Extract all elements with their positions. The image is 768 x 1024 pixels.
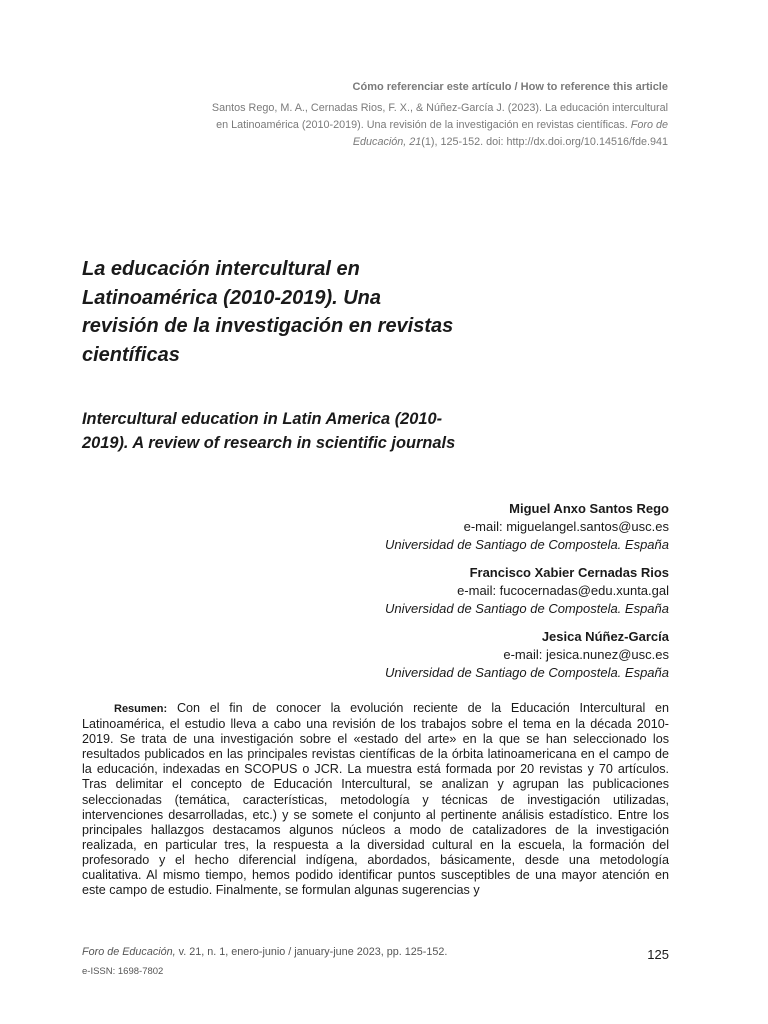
citation-text (150, 100, 668, 151)
footer-journal-name: Foro de Educación, (82, 946, 176, 958)
citation-doi[interactable]: (1), 125-152. doi: http://dx.doi.org/10.14516/fde.941 (421, 136, 668, 148)
title-spanish-line: científicas (82, 343, 180, 366)
author-entry (300, 564, 669, 618)
citation-block (150, 80, 668, 151)
footer-journal-details: v. 21, n. 1, enero-junio / january-june 2023, pp. 125-152. (175, 946, 448, 958)
citation-journal-volume: Educación, 21 (352, 136, 422, 148)
author-email[interactable]: e-mail: miguelangel.santos@usc.es (463, 519, 669, 534)
author-name: Miguel Anxo Santos Rego (509, 501, 669, 516)
author-email[interactable]: e-mail: fucocernadas@edu.xunta.gal (457, 583, 669, 598)
title-english (82, 407, 532, 455)
citation-heading: Cómo referenciar este artículo / How to reference this article (352, 81, 668, 93)
author-entry (300, 628, 669, 682)
citation-journal: Foro de (630, 119, 668, 131)
title-english-line: Intercultural education in Latin America (2010- (82, 410, 443, 428)
page-number: 125 (647, 947, 669, 962)
footer-journal-info (82, 945, 669, 959)
author-name: Francisco Xabier Cernadas Rios (469, 565, 669, 580)
title-english-line: 2019). A review of research in scientific journals (82, 434, 456, 452)
abstract (82, 701, 669, 898)
title-spanish-line: La educación intercultural en (82, 258, 360, 280)
citation-line-1: Santos Rego, M. A., Cernadas Rios, F. X., & Núñez-García J. (2023). La educación intercultural (211, 102, 668, 114)
title-spanish (82, 255, 552, 369)
authors-block (300, 500, 669, 692)
footer-issn: e-ISSN: 1698-7802 (82, 966, 164, 977)
title-spanish-line: revisión de la investigación en revistas (82, 315, 454, 337)
page-footer (82, 945, 669, 978)
abstract-text: Con el fin de conocer la evolución reciente de la Educación Intercultural en Latinoamérica, el estudio lleva a cabo una revisión de los trabajos sobre el tema en la década 2010-2019. Se trata de una investigación sobre el «estado del arte» en la que se han seleccionado los resultados publicados en las principales revistas científicas de la órbita latinoamericana en el campo de la educación, indexadas en SCOPUS o JCR. La muestra está formada por 20 revistas y 70 artículos. Tras delimitar el concepto de Educación Intercultural, se analizan y agrupan las publicaciones seleccionadas (temática, características, metodología y técnicas de investigación utilizadas, intervenciones desarrolladas, etc.) y se somete el conjunto al pertinente análisis estadístico. Entre los principales hallazgos destacamos algunos núcleos a modo de catalizadores de la investigación realizada, en particular tres, la respuesta a la diversidad cultural en la escuela, la formación del profesorado y el hecho diferencial indígena, abordados, básicamente, desde una metodología cualitativa. Al mismo tiempo, hemos podido identificar puntos susceptibles de una mayor atención en este campo de estudio. Finalmente, se formulan algunas sugerencias y (82, 701, 670, 898)
citation-line-2: en Latinoamérica (2010-2019). Una revisión de la investigación en revistas científicas. (216, 119, 631, 131)
author-entry (300, 500, 669, 554)
author-email[interactable]: e-mail: jesica.nunez@usc.es (503, 647, 669, 662)
author-institution: Universidad de Santiago de Compostela. España (384, 665, 669, 680)
author-institution: Universidad de Santiago de Compostela. España (384, 537, 669, 552)
title-spanish-line: Latinoamérica (2010-2019). Una (82, 286, 382, 309)
abstract-label: Resumen: (114, 703, 168, 715)
author-name: Jesica Núñez-García (541, 629, 669, 644)
author-institution: Universidad de Santiago de Compostela. España (384, 601, 669, 616)
